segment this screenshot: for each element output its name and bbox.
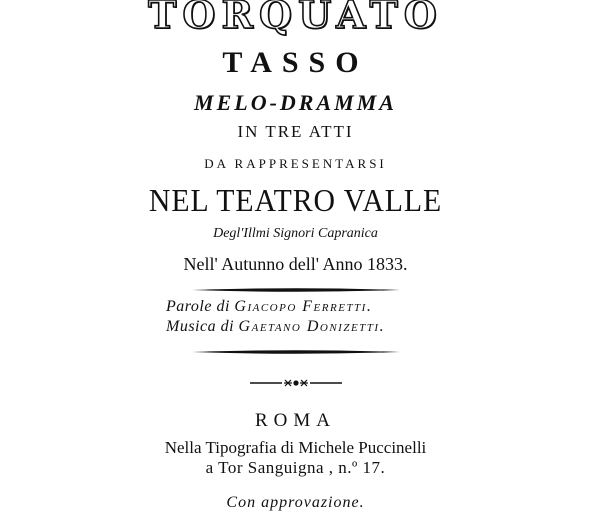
acts-line: IN TRE ATTI	[237, 122, 354, 141]
theatre-line: NEL TEATRO VALLE	[148, 182, 443, 218]
composer-credit	[166, 318, 385, 336]
city-line: ROMA	[254, 410, 336, 431]
performance-line: DA RAPPRESENTARSI	[204, 156, 387, 171]
approval-line: Con approvazione.	[226, 494, 365, 511]
librettist-name: Giacopo Ferretti.	[234, 298, 373, 315]
season-line: Nell' Autunno dell' Anno 1833.	[183, 254, 408, 274]
genre-line: MELO-DRAMMA	[194, 90, 397, 115]
printer-address-line: a Tor Sanguigna , n.º 17.	[205, 458, 386, 477]
title-line-2: TASSO	[222, 46, 369, 79]
music-label: Musica di	[166, 318, 235, 335]
bottom-swelled-rule	[192, 350, 400, 354]
top-swelled-rule	[192, 288, 400, 292]
composer-name: Gaetano Donizetti.	[238, 318, 386, 335]
patrons-line: Degl'Illmi Signori Capranica	[213, 226, 378, 241]
printers-ornament-icon	[248, 376, 344, 390]
librettist-credit	[166, 298, 372, 316]
title-line-1: TORQUATO	[148, 0, 443, 37]
words-label: Parole di	[166, 298, 230, 315]
printer-line: Nella Tipografia di Michele Puccinelli	[164, 438, 427, 457]
